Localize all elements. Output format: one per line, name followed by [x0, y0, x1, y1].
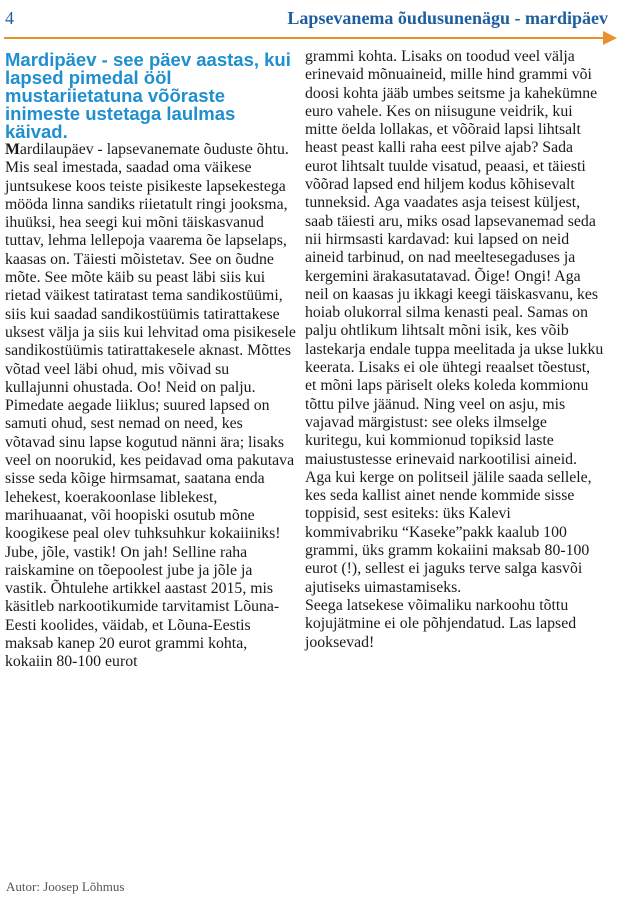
paragraph-1: [5, 141, 296, 544]
running-title: Lapsevanema õudusunenägu - mardipäev: [287, 8, 608, 28]
left-column: [5, 51, 296, 672]
right-column: [305, 48, 605, 652]
article-body-right: [305, 48, 605, 652]
article-body-left: [5, 141, 296, 672]
paragraph-1-text: ardilaupäev - lapsevanemate õuduste õhtu. Mis seal imestada, saadad oma väikese juntsukese koos teiste pisikeste lapsekestega mööda linna sandiks riietatult ringi jooksma, ihuüksi, hea seegi kui mõni täiskasvanud tuttav, lehma lellepoja vaarema õe lapselaps, kaasas on. Täiesti mõistetav. See on õudne mõte. See mõte käib su peast läbi siis kui rietad väikest tatiratast tema sandikostüümi, siis kui saadad sandikostüümis tatirattakese uksest välja ja siis kui lehvitad oma pisikesele sandikostüümis tatirattakesele aknast. Mõttes võtad veel läbi ohud, mis võivad su kullajunni ohustada. Oo! Neid on palju. Pimedate aegade liiklus; suured lapsed on samuti ohud, sest nemad on need, kes võtavad sinu lapse kogutud nänni ära; lisaks veel on noorukid, kes peidavad oma pakutava sisse seda kõige hirmsamat, saatana enda lehekest, koerakoonlase liblekest, marihuaanat, või hoopiski osutub mõne koogikese peal olev tuhksuhkur kokaiiniks!: [5, 141, 296, 543]
header-rule: [4, 37, 610, 39]
article-headline: Mardipäev - see päev aastas, kui lapsed pimedal ööl mustariietatuna võõraste inimeste ustetaga laulmas käivad.: [5, 49, 291, 142]
paragraph-3: grammi kohta. Lisaks on toodud veel välja erinevaid mõnuaineid, mille hind grammi või doosi kohta jääb umbes seitsme ja kahekümne euro vahele. Kes on niisugune veidrik, kui mitte öelda lollakas, et võõraid lapsi lihtsalt heast peast kalli raha eest pilve ajab? Sada eurot lihtsalt tuulde visatud, peaasi, et täiesti võõrad lapsed end hiljem kodus kõhisevalt tunneksid. Aga vaadates asja teisest küljest, saab täiesti aru, miks osad lapsevanemad seda nii hirmsasti kardavad: kui lapsed on neid aineid tarbinud, on nad meeltesegaduses ja kergemini ärakasutatavad. Õige! Ongi! Aga neil on kaasas ju ikkagi keegi täiskasvanu, kes hoiab olukorral silma kenasti peal. Samas on palju ohtlikum lihtsalt mõni isik, kes võib lastekarja endale tuppa meelitada ja ukse lukku keerata. Lisaks ei ole ühtegi reaalset tõestust, et mõni laps päriselt oleks koleda kommionu tõttu pilve jäänud. Ning veel on asju, mis vajavad märgistust: see oleks ilmselge kuritegu, kui kommionud topiksid laste maiustustesse erinevaid narkootilisi aineid. Aga kui kerge on politseil jälile saada sellele, kes seda kallist ainet nende kommide sisse toppisid, sest esiteks: üks Kalevi kommivabriku “Kaseke”pakk kaalub 100 grammi, üks gramm kokaiini maksab 80-100 eurot (!), sellest ei jaguks terve salga kasvõi ajutiseks uimastamiseks.: [305, 48, 604, 596]
lead-letter: M: [5, 141, 20, 158]
paragraph-2: Jube, jõle, vastik! On jah! Selline raha raiskamine on tõepoolest jube ja jõle ja vastik. Õhtulehe artikkel aastast 2015, mis käsitleb narkootikumide tarvitamist Lõuna-Eesti koolides, väidab, et Lõuna-Eestis maksab kanep 20 eurot grammi kohta, kokaiin 80-100 eurot: [5, 543, 280, 671]
page-number: 4: [5, 8, 14, 28]
header-arrow-icon: [603, 31, 617, 45]
author-credit: Autor: Joosep Lõhmus: [6, 879, 125, 894]
paragraph-4: Seega latsekese võimaliku narkoohu tõttu kojujätmine ei ole põhjendatud. Las lapsed jooksevad!: [305, 596, 577, 651]
